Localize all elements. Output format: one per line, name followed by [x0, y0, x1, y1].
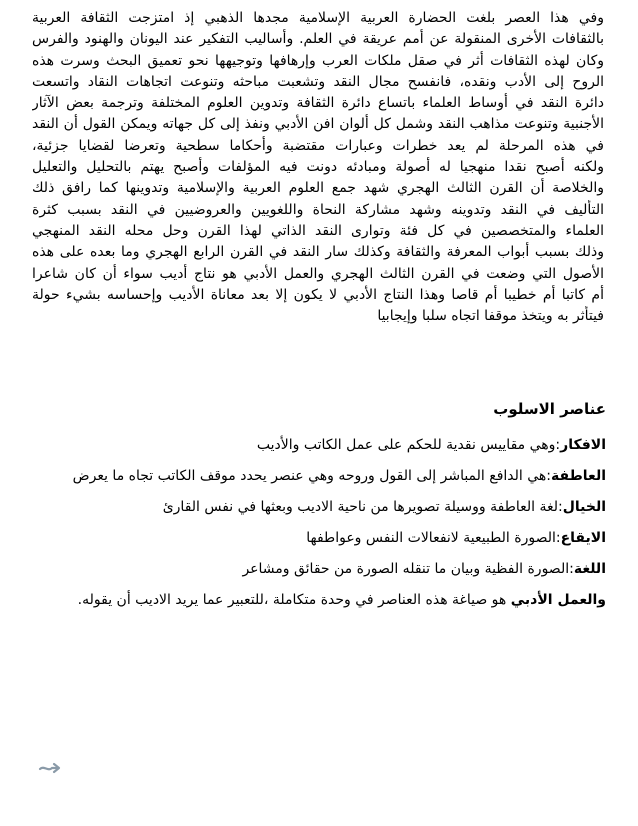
paragraph-line: دائرة النقد في أوساط العلماء باتساع دائرة الثقافة وتدوين العلوم المختلفة وترجمة بعض الآثار — [32, 95, 604, 112]
element-term: الافكار — [560, 437, 606, 453]
element-emotion — [30, 461, 606, 492]
section-heading: عناصر الاسلوب — [493, 400, 606, 418]
element-rhythm — [30, 523, 606, 554]
paragraph-line: فيتأثر به ويتخذ موقفا اتجاه سلبا وإيجابيا — [377, 308, 604, 325]
element-term: الايقاع — [560, 530, 606, 546]
element-language — [30, 554, 606, 585]
element-text: هو صياغة هذه العناصر في وحدة متكاملة ،للتعبير عما يريد الاديب أن يقوله. — [77, 592, 511, 608]
paragraph-line: ولكنه أصبح نقدا منهجيا له أصولة ومبادئه دونت فيه المؤلفات وأصبح يهتم بالتحليل والتعليل — [32, 159, 604, 176]
paragraph-line: والخلاصة أن القرن الثالث الهجري شهد جمع العلوم العربية والإسلامية وتدوينها كما رافق ذلك — [32, 180, 604, 197]
paragraph-line: وذلك بسبب أبواب المعرفة والثقافة وكذلك سار النقد في القرن الرابع الهجري وما بعده على هذه — [32, 244, 604, 261]
element-term: والعمل الأدبي — [510, 592, 606, 608]
paragraph-line: الروح إلى الأدب ونقده، فانفسح مجال النقد وتشعبت مباحثه وتنوعت اتجاهات النقاد واتسعت — [32, 73, 604, 90]
intro-paragraph — [32, 8, 604, 327]
paragraph-line: بالثقافات الأخرى المنقولة عن أمم عريقة في العلم. وأساليب التفكير عند اليونان والهنود والفرس — [32, 31, 604, 48]
paragraph-line: الأجنبية وتنوعت مذاهب النقد وشمل كل ألوان افن الأدبي ونفذ إلى كل جهاته ويمكن القول أن النقد — [32, 116, 604, 133]
element-term: الخيال — [562, 499, 606, 515]
element-text: :هي الدافع المباشر إلى القول وروحه وهي عنصر يحدد موقف الكاتب تجاه ما يعرض — [72, 468, 552, 484]
element-ideas — [30, 430, 606, 461]
element-text: :الصورة الفظية وبيان ما تنقله الصورة من حقائق ومشاعر — [242, 561, 574, 577]
element-term: العاطفة — [551, 468, 606, 484]
paragraph-line: في هذه المرحلة لم يعد خطرات وعبارات مقتضبة وأحكاما سطحية وتعرضا لقضايا جزئية، — [32, 137, 604, 154]
paragraph-line: وفي هذا العصر بلغت الحضارة العربية الإسلامية مجدها الذهبي إذ امتزجت الثقافة العربية — [32, 10, 604, 26]
paragraph-line: العلماء والمتخصصين في كل فئة وتوارى النقد الذاتي لهذا القرن وحل محله النقد المنهجي — [32, 222, 604, 239]
paragraph-line: الأصول التي وضعت في القرن الثالث الهجري والعمل الأدبي هو نتاج أديب سواء أن كان شاعرا — [32, 265, 604, 282]
element-literary-work — [30, 585, 606, 616]
element-imagination — [30, 492, 606, 523]
element-text: :وهي مقاييس نقدية للحكم على عمل الكاتب والأديب — [256, 437, 561, 453]
arrow-icon — [38, 760, 62, 776]
paragraph-line: وكان لهذه الثقافات أثر في صقل ملكات العرب وإرهافها وتوجيهها نحو تعميق البحث وسرت هذه — [32, 52, 604, 69]
element-term: اللغة — [573, 561, 606, 577]
paragraph-line: التأليف في النقد وتدوينه وشهد مشاركة النحاة واللغويين والعروضيين في النقد بسبب كثرة — [32, 201, 604, 218]
element-text: :لغة العاطفة ووسيلة تصويرها من ناحية الاديب وبعثها في نفس القارئ — [162, 499, 563, 515]
style-elements-list — [30, 430, 606, 616]
element-text: :الصورة الطبيعية لانفعالات النفس وعواطفها — [306, 530, 561, 546]
paragraph-line: أم كاتبا أم خطيبا أم قاصا وهذا النتاج الأدبي لا يكون إلا بعد معاناة الأديب وإحساسه بشيء حولة — [32, 286, 604, 303]
